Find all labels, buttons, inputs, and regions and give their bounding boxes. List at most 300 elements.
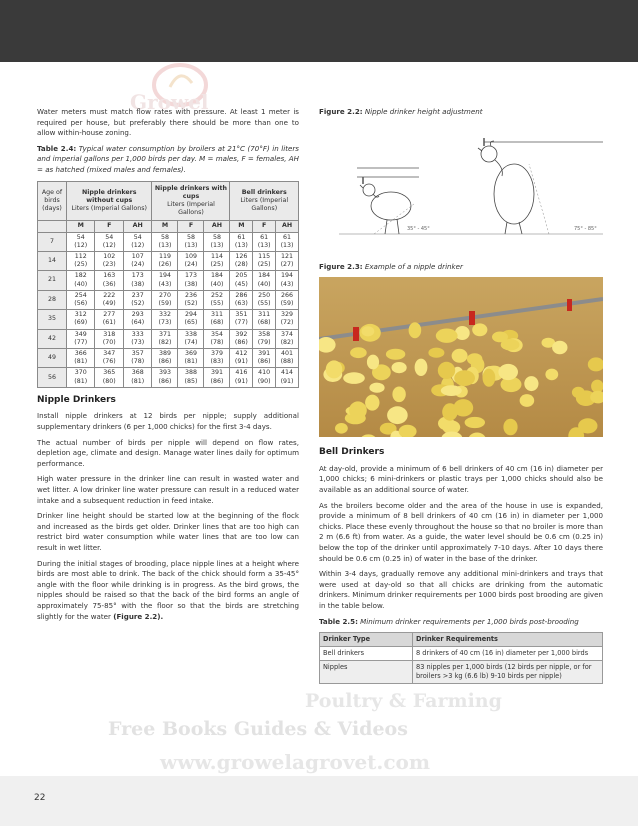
consumption-cell [123, 349, 152, 368]
gallons-value: (43) [158, 280, 172, 288]
chick-shape [520, 394, 535, 407]
consumption-cell [204, 290, 230, 309]
nipple-paragraph-1: Install nipple drinkers at 12 birds per nipple; supply additional supplementary drinkers (6 per 1,000 chicks) for the first 3-4 days. [37, 411, 299, 432]
bell-paragraph-3: Within 3-4 days, gradually remove any additional mini-drinkers and trays that were used at day-old so that all chicks are drinking from the automatic drinkers. Minimum drinker requirements per 1000 birds post brooding are given in the table below. [319, 569, 603, 610]
liters-value: 391 [258, 350, 271, 358]
chick-shape [343, 372, 365, 384]
liters-value: 286 [235, 291, 248, 299]
gallons-value: (82) [280, 338, 294, 346]
liters-value: 374 [281, 330, 294, 338]
liters-value: 119 [158, 252, 171, 260]
chick-shape [350, 347, 367, 358]
consumption-cell [276, 232, 299, 251]
liters-value: 237 [131, 291, 144, 299]
table-row [38, 290, 299, 309]
chick-shape [428, 348, 444, 358]
liters-value: 369 [184, 350, 197, 358]
liters-value: 107 [131, 252, 144, 260]
table-2-5-caption [319, 617, 603, 628]
liters-value: 126 [235, 252, 248, 260]
consumption-cell [178, 232, 204, 251]
liters-value: 252 [210, 291, 223, 299]
liters-value: 365 [103, 369, 116, 377]
liters-value: 370 [74, 369, 87, 377]
liters-value: 333 [131, 330, 144, 338]
gallons-value: (76) [102, 358, 116, 366]
gallons-value: (86) [158, 358, 172, 366]
bell-paragraph-2: As the broilers become older and the area of the house in use is expanded, provide a minimum of 8 bell drinkers of 40 cm (16 in) in diameter per 1,000 chicks. Place these evenly throughout the house so that no broiler is more than 2 m (6.6 ft) from water. As a guide, the water level should be 0.6 cm (0.25 in) below the top of the drinker until approximately 7-10 days. After 10 days there should be 0.6 cm (0.25 in) of water in the base of the drinker. [319, 500, 603, 563]
table-2-5-text: Minimum drinker requirements per 1,000 birds post-brooding [360, 616, 579, 626]
consumption-cell [276, 329, 299, 348]
liters-value: 392 [235, 330, 248, 338]
consumption-cell [152, 329, 178, 348]
watermark-line2: Free Books Guides & Videos [108, 718, 408, 740]
liters-value: 371 [158, 330, 171, 338]
consumption-cell [230, 290, 253, 309]
blank-corner-cell [38, 221, 67, 232]
age-cell: 14 [38, 251, 67, 270]
consumption-cell [95, 271, 123, 290]
consumption-cell [95, 310, 123, 329]
liters-value: 61 [283, 233, 292, 241]
age-cell: 35 [38, 310, 67, 329]
consumption-cell [178, 290, 204, 309]
gallons-value: (27) [280, 261, 294, 269]
liters-value: 61 [260, 233, 269, 241]
liters-value: 173 [131, 272, 144, 280]
sex-header-row [38, 221, 299, 232]
gallons-value: (74) [184, 338, 198, 346]
gallons-value: (90) [257, 377, 271, 385]
liters-value: 266 [281, 291, 294, 299]
chick-shape [552, 341, 567, 354]
consumption-cell [95, 349, 123, 368]
consumption-cell [67, 368, 95, 387]
figure-2-3-label: Figure 2.3: [319, 261, 363, 271]
liters-value: 416 [235, 369, 248, 377]
gallons-value: (78) [210, 338, 224, 346]
chick-shape [467, 353, 482, 365]
age-cell: 7 [38, 232, 67, 251]
drinker-requirements-header: Drinker Requirements [413, 633, 603, 647]
gallons-value: (63) [234, 300, 248, 307]
liters-value: 318 [103, 330, 116, 338]
consumption-cell [253, 232, 276, 251]
liters-value: 58 [186, 233, 195, 241]
liters-value: 54 [76, 233, 85, 241]
gallons-value: (55) [257, 300, 271, 307]
gallons-value: (23) [102, 261, 116, 269]
gallons-value: (13) [184, 241, 198, 249]
liters-value: 184 [258, 272, 271, 280]
gallons-value: (91) [234, 377, 248, 385]
liters-value: 102 [103, 252, 116, 260]
liters-value: 347 [103, 350, 116, 358]
table-2-4-label: Table 2.4: [37, 143, 77, 153]
liters-value: 114 [210, 252, 223, 260]
chick-shape [455, 326, 470, 340]
liters-value: 351 [235, 311, 248, 319]
water-consumption-table [37, 181, 299, 388]
group1-header [67, 181, 152, 221]
consumption-cell [276, 290, 299, 309]
gallons-value: (13) [234, 241, 248, 249]
liters-value: 366 [74, 350, 87, 358]
gallons-value: (85) [184, 377, 198, 385]
liters-value: 414 [281, 369, 294, 377]
gallons-value: (78) [131, 358, 145, 366]
table-row [38, 251, 299, 270]
chick-shape [387, 406, 408, 424]
consumption-cell [253, 271, 276, 290]
chick-shape [349, 402, 367, 420]
figure-2-2-text: Nipple drinker height adjustment [364, 107, 483, 116]
table-row [38, 368, 299, 387]
gallons-value: (25) [210, 261, 224, 269]
liters-value: 109 [184, 252, 197, 260]
gallons-value: (43) [280, 280, 294, 288]
liters-value: 311 [210, 311, 223, 319]
sex-header-cell: M [67, 221, 95, 232]
consumption-cell [230, 251, 253, 270]
consumption-cell [95, 329, 123, 348]
consumption-cell [152, 290, 178, 309]
gallons-value: (65) [184, 319, 198, 327]
angle-label-broiler: 75° - 85° [574, 225, 597, 232]
consumption-cell [253, 368, 276, 387]
consumption-cell [204, 251, 230, 270]
gallons-value: (40) [210, 280, 224, 288]
liters-value: 311 [258, 311, 271, 319]
liters-value: 61 [237, 233, 246, 241]
chick-shape [367, 355, 379, 370]
gallons-value: (73) [158, 319, 172, 327]
consumption-cell [152, 349, 178, 368]
consumption-cell [178, 368, 204, 387]
figure-2-2-illustration [319, 124, 603, 242]
group2-unit: Liters (Imperial Gallons) [167, 200, 215, 217]
liters-value: 184 [210, 272, 223, 280]
table-2-4-caption [37, 144, 299, 176]
gallons-value: (86) [257, 358, 271, 366]
consumption-cell [204, 310, 230, 329]
chick-shape [369, 383, 384, 393]
chick-shape [454, 370, 475, 386]
sex-header-cell: AH [123, 221, 152, 232]
watermark-logo-text: Growel [130, 90, 209, 114]
gallons-value: (49) [102, 300, 116, 307]
consumption-cell [67, 251, 95, 270]
liters-value: 254 [74, 291, 87, 299]
gallons-value: (86) [210, 377, 224, 385]
gallons-value: (59) [280, 300, 294, 307]
gallons-value: (79) [257, 338, 271, 346]
table-2-5-label: Table 2.5: [319, 616, 358, 626]
gallons-value: (88) [280, 358, 294, 366]
group2-title: Nipple drinkers with cups [154, 184, 228, 200]
consumption-cell [123, 271, 152, 290]
footer-bar [0, 776, 638, 826]
gallons-value: (25) [257, 261, 271, 269]
table-row [38, 271, 299, 290]
gallons-value: (83) [210, 358, 224, 366]
nipple-height-diagram [319, 124, 603, 242]
consumption-cell [230, 349, 253, 368]
broiler-drawing [478, 141, 534, 234]
consumption-cell [253, 349, 276, 368]
chick-shape [591, 380, 603, 393]
chick-shape [441, 385, 462, 396]
liters-value: 115 [258, 252, 271, 260]
consumption-cell [204, 368, 230, 387]
gallons-value: (56) [74, 300, 88, 307]
chick-shape [545, 369, 558, 381]
gallons-value: (77) [74, 338, 88, 346]
liters-value: 412 [235, 350, 248, 358]
gallons-value: (25) [74, 261, 88, 269]
chicks-photo [319, 277, 603, 437]
consumption-cell [230, 310, 253, 329]
watermark-url: www.growelagrovet.com [160, 750, 431, 774]
chick-shape [386, 349, 405, 360]
liters-value: 332 [158, 311, 171, 319]
consumption-cell [276, 368, 299, 387]
chick-shape [438, 362, 455, 379]
liters-value: 163 [103, 272, 116, 280]
right-column [319, 107, 603, 684]
consumption-cell [67, 271, 95, 290]
gallons-value: (45) [234, 280, 248, 288]
gallons-value: (68) [210, 319, 224, 327]
sex-header-cell: F [178, 221, 204, 232]
consumption-cell [123, 310, 152, 329]
table-row [38, 349, 299, 368]
table-2-4-text: Typical water consumption by broilers at 21°C (70°F) in liters and imperial gallons per 1,000 birds per day. M = males, F = females, AH = as hatched (mixed males and females). [37, 143, 300, 174]
consumption-cell [204, 349, 230, 368]
angle-label-chick: 35° - 45° [407, 225, 430, 232]
drinker-requirement-cell: 83 nipples per 1,000 birds (12 birds per nipple, or for broilers >3 kg (6.6 lb) 9-10 birds per nipple) [413, 661, 603, 684]
liters-value: 222 [103, 291, 116, 299]
sex-header-cell: AH [204, 221, 230, 232]
liters-value: 329 [281, 311, 294, 319]
consumption-cell [253, 310, 276, 329]
consumption-cell [67, 290, 95, 309]
consumption-cell [230, 232, 253, 251]
sex-header-cell: F [95, 221, 123, 232]
consumption-cell [123, 368, 152, 387]
age-cell: 28 [38, 290, 67, 309]
chick-shape [335, 423, 348, 434]
gallons-value: (12) [102, 241, 116, 249]
liters-value: 368 [131, 369, 144, 377]
figure-2-2-reference: (Figure 2.2). [113, 611, 164, 621]
group3-title: Bell drinkers [241, 188, 287, 196]
consumption-cell [123, 329, 152, 348]
chick-shape [415, 359, 428, 376]
nipple-paragraph-5-text: During the initial stages of brooding, place nipple lines at a height where birds are most able to drink. The back of the chick should form a 35-45° angle with the floor while drinking is in progress. As the bird grows, the nipples should be raised so that the back of the bird forms an angle of approximately 75-85° with the floor so that the birds are stretching slightly for the water [37, 558, 299, 621]
drinker-type-header: Drinker Type [320, 633, 413, 647]
gallons-value: (13) [158, 241, 172, 249]
liters-value: 338 [184, 330, 197, 338]
consumption-cell [123, 290, 152, 309]
consumption-cell [67, 232, 95, 251]
chick-shape [409, 322, 422, 338]
chick-shape [453, 399, 473, 416]
chick-drawing [360, 184, 411, 234]
liters-value: 349 [74, 330, 87, 338]
chick-shape [465, 417, 485, 428]
consumption-cell [204, 232, 230, 251]
gallons-value: (64) [131, 319, 145, 327]
consumption-cell [152, 251, 178, 270]
gallons-value: (81) [74, 358, 88, 366]
consumption-cell [276, 251, 299, 270]
consumption-cell [178, 251, 204, 270]
sex-header-cell: AH [276, 221, 299, 232]
liters-value: 54 [105, 233, 114, 241]
sex-header-cell: F [253, 221, 276, 232]
liters-value: 194 [281, 272, 294, 280]
consumption-cell [276, 310, 299, 329]
liters-value: 173 [184, 272, 197, 280]
gallons-value: (55) [210, 300, 224, 307]
liters-value: 293 [131, 311, 144, 319]
liters-value: 379 [210, 350, 223, 358]
liters-value: 389 [158, 350, 171, 358]
nipple-paragraph-2: The actual number of birds per nipple will depend on flow rates, depletion age, climate and design. Manage water lines daily for optimum performance. [37, 437, 299, 468]
liters-value: 205 [235, 272, 248, 280]
group3-unit: Liters (Imperial Gallons) [240, 196, 289, 213]
drinker-requirement-cell: 8 drinkers of 40 cm (16 in) diameter per 1,000 birds [413, 647, 603, 661]
consumption-cell [123, 251, 152, 270]
gallons-value: (61) [102, 319, 116, 327]
gallons-value: (81) [184, 358, 198, 366]
consumption-cell [67, 329, 95, 348]
consumption-cell [204, 271, 230, 290]
consumption-cell [253, 251, 276, 270]
consumption-cell [178, 271, 204, 290]
age-cell: 56 [38, 368, 67, 387]
consumption-cell [95, 290, 123, 309]
consumption-cell [152, 310, 178, 329]
group1-unit: Liters (Imperial Gallons) [71, 205, 148, 213]
consumption-cell [95, 251, 123, 270]
table-row [38, 232, 299, 251]
liters-value: 236 [184, 291, 197, 299]
liters-value: 250 [258, 291, 271, 299]
gallons-value: (26) [158, 261, 172, 269]
gallons-value: (86) [234, 338, 248, 346]
chick-shape [362, 326, 375, 336]
liters-value: 294 [184, 311, 197, 319]
gallons-value: (72) [280, 319, 294, 327]
consumption-cell [152, 368, 178, 387]
consumption-cell [276, 271, 299, 290]
gallons-value: (69) [74, 319, 88, 327]
figure-2-2-caption [319, 107, 603, 118]
figure-2-3-caption [319, 262, 603, 273]
liters-value: 270 [158, 291, 171, 299]
liters-value: 54 [133, 233, 142, 241]
gallons-value: (59) [158, 300, 172, 307]
group2-header [152, 181, 230, 221]
consumption-cell [253, 290, 276, 309]
gallons-value: (80) [102, 377, 116, 385]
gallons-value: (38) [184, 280, 198, 288]
left-column [37, 107, 299, 627]
bell-paragraph-1: At day-old, provide a minimum of 6 bell drinkers of 40 cm (16 in) diameter per 1,000 chicks; 6 mini-drinkers or plastic trays per 1,000 chicks should also be available as an additional source of water. [319, 463, 603, 494]
age-cell: 49 [38, 349, 67, 368]
liters-value: 357 [131, 350, 144, 358]
table-row [38, 329, 299, 348]
gallons-value: (38) [131, 280, 145, 288]
drinker-type-cell: Nipples [320, 661, 413, 684]
liters-value: 388 [184, 369, 197, 377]
gallons-value: (28) [234, 261, 248, 269]
figure-2-2-label: Figure 2.2: [319, 107, 363, 116]
nipple-paragraph-3: High water pressure in the drinker line can result in wasted water and wet litter. A low drinker line water pressure can result in a reduced water intake and a subsequent reduction in feed intake. [37, 474, 299, 505]
chick-shape [452, 349, 468, 363]
consumption-cell [152, 232, 178, 251]
liters-value: 121 [281, 252, 294, 260]
page-number: 22 [34, 793, 46, 803]
figure-2-3-text: Example of a nipple drinker [364, 261, 463, 271]
watermark-line1: Poultry & Farming [305, 690, 502, 712]
gallons-value: (13) [210, 241, 224, 249]
gallons-value: (24) [131, 261, 145, 269]
liters-value: 312 [74, 311, 87, 319]
liters-value: 391 [210, 369, 223, 377]
liters-value: 112 [74, 252, 87, 260]
bell-drinkers-heading: Bell Drinkers [319, 447, 385, 458]
consumption-cell [178, 349, 204, 368]
chick-shape [524, 376, 538, 391]
gallons-value: (81) [131, 377, 145, 385]
liters-value: 401 [281, 350, 294, 358]
liters-value: 58 [212, 233, 221, 241]
gallons-value: (40) [74, 280, 88, 288]
gallons-value: (91) [234, 358, 248, 366]
liters-value: 194 [158, 272, 171, 280]
consumption-cell [67, 310, 95, 329]
gallons-value: (36) [102, 280, 116, 288]
chick-shape [483, 369, 496, 387]
consumption-cell [204, 329, 230, 348]
consumption-cell [253, 329, 276, 348]
gallons-value: (73) [131, 338, 145, 346]
liters-value: 358 [258, 330, 271, 338]
chick-shape [365, 395, 379, 411]
liters-value: 410 [258, 369, 271, 377]
top-header-bar [0, 0, 638, 62]
consumption-cell [95, 368, 123, 387]
gallons-value: (81) [74, 377, 88, 385]
consumption-cell [230, 368, 253, 387]
chick-shape [392, 362, 407, 373]
gallons-value: (12) [131, 241, 145, 249]
age-cell: 42 [38, 329, 67, 348]
drinker-type-cell: Bell drinkers [320, 647, 413, 661]
gallons-value: (13) [257, 241, 271, 249]
consumption-cell [67, 349, 95, 368]
gallons-value: (40) [257, 280, 271, 288]
consumption-cell [178, 329, 204, 348]
chick-shape [326, 361, 343, 379]
chick-shape [436, 329, 458, 343]
sex-header-cell: M [152, 221, 178, 232]
chick-shape [498, 364, 518, 380]
gallons-value: (52) [184, 300, 198, 307]
